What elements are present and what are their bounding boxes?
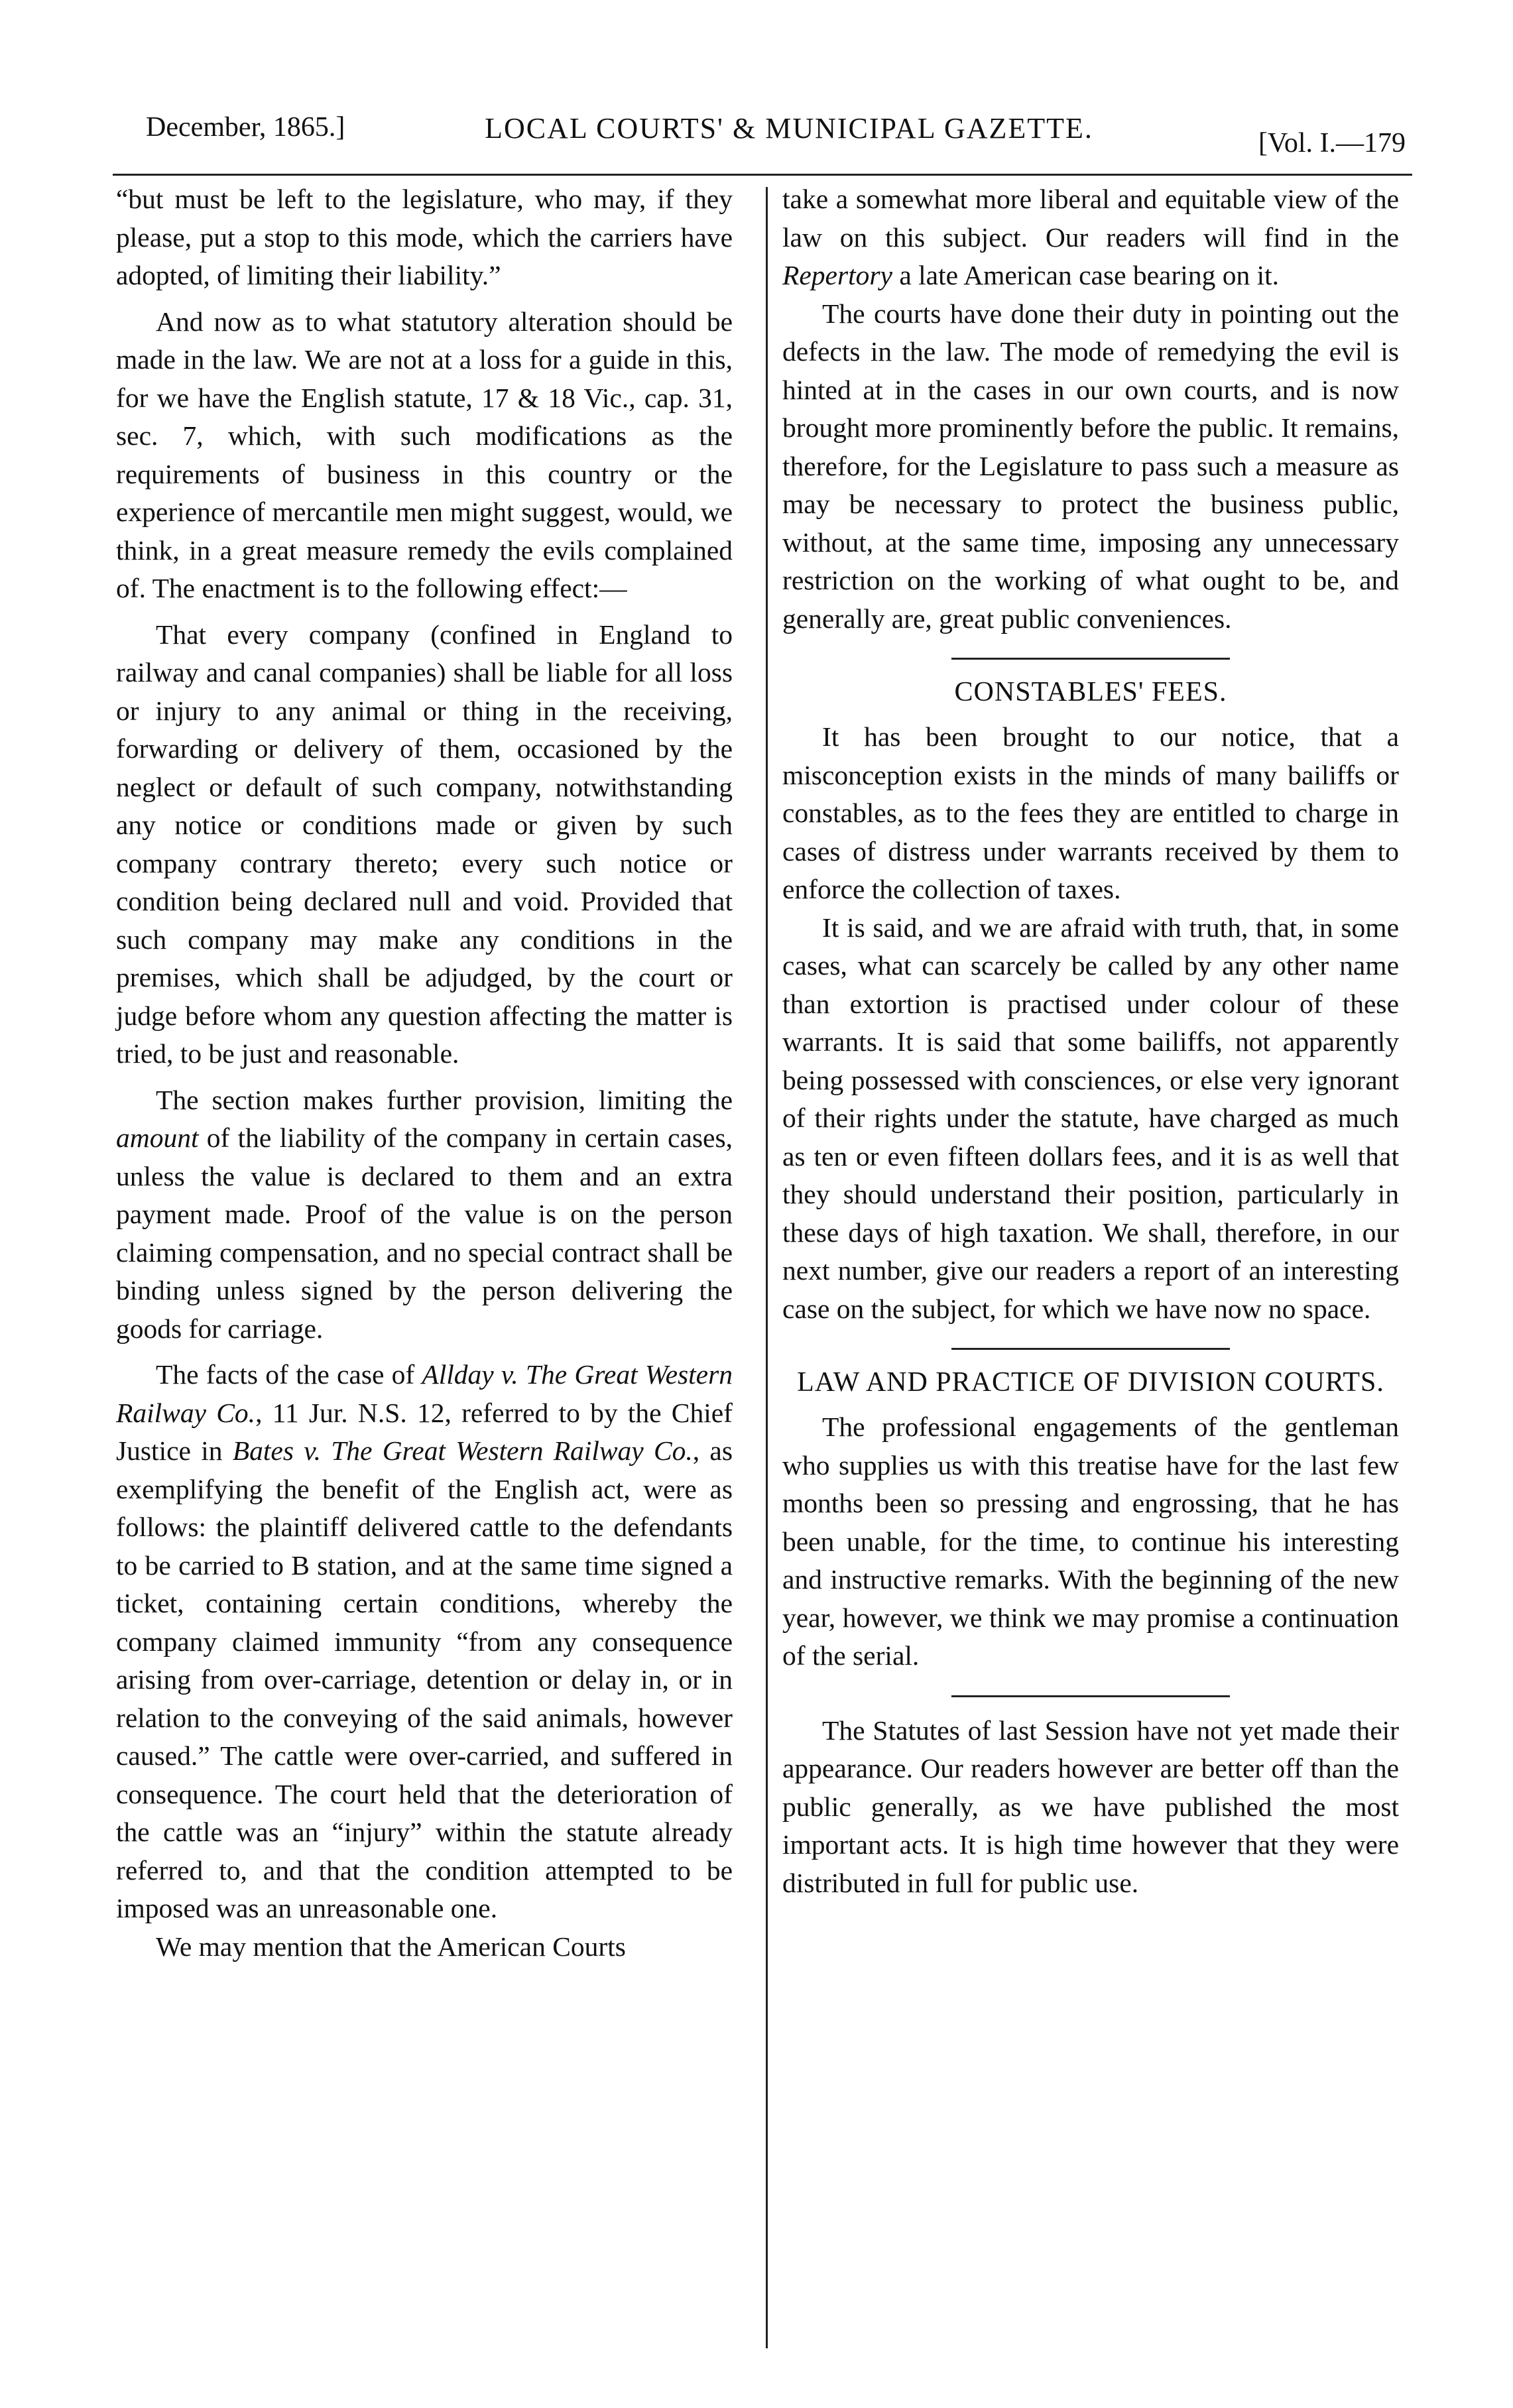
publication-title: LOCAL COURTS' & MUNICIPAL GAZETTE. bbox=[485, 112, 1093, 145]
volume-page-number: [Vol. I.—179 bbox=[1258, 128, 1406, 158]
column-divider bbox=[766, 187, 768, 2348]
paragraph: The professional engagements of the gentleman who supplies us with this treatise have for the last few months been so pressing and engrossing, that he has been unable, for the time, to continue his interesting and instructive remarks. With the beginning of the new year, however, we think we may promise a continuation of the serial. bbox=[782, 1412, 1399, 1671]
paragraph: It has been brought to our notice, that a misconception exists in the minds of many bailiffs or constables, as to the fees they are entitled to charge in cases of distress under warrants received by them to enforce the collection of taxes. bbox=[782, 721, 1399, 904]
statute-quotation: That every company (confined in England to railway and canal companies) shall be liable for all loss or injury to any animal or thing in the receiving, forwarding or delivery of them, occasioned by the neglect or default of such company, notwithstanding any notice or conditions made or given by such company contrary thereto; every such notice or condition being declared null and void. Provided that such company may make any conditions in the premises, which shall be adjudged, by the court or judge before whom any question affecting the matter is tried, to be just and reasonable. bbox=[116, 619, 733, 1069]
section-title-constables-fees: CONSTABLES' FEES. bbox=[954, 677, 1227, 707]
paragraph: And now as to what statutory alteration should be made in the law. We are not at a loss for a guide in this, for we have the English statute, 17 & 18 Vic., cap. 31, sec. 7, which, with such modifications as the requirements of business in this country or the experience of mercantile men might suggest, would, we think, in a great measure remedy the evils complained of. The enactment is to the following effect:— bbox=[116, 306, 733, 603]
paragraph: The courts have done their duty in pointing out the defects in the law. The mode of remedying the evil is hinted at in the cases in our own courts, and is now brought more prominently before the public. It remains, therefore, for the Legislature to pass such a measure as may be necessary to protect the business public, without, at the same time, imposing any unnecessary restriction on the working of what ought to be, and generally are, great public conveniences. bbox=[782, 298, 1399, 634]
paragraph: The section makes further provision, limiting the amount of the liability of the company in certain cases, unless the value is declared to them and an extra payment made. Proof of the value is on the person claiming compensation, and no special contract shall be binding unless signed by the person delivering the goods for carriage. bbox=[116, 1084, 733, 1344]
emphasis: Repertory bbox=[782, 260, 892, 290]
paragraph: It is said, and we are afraid with truth, that, in some cases, what can scarcely be called by any other name than extortion is practised under colour of these warrants. It is said that some bailiffs, not apparently being possessed with consciences, or else very ignorant of their rights under the statute, have charged as much as ten or even fifteen dollars fees, and it is as well that they should understand their position, particularly in these days of high taxation. We shall, therefore, in our next number, give our readers a report of an interesting case on the subject, for which we have now no space. bbox=[782, 912, 1399, 1324]
paragraph: “but must be left to the legislature, who may, if they please, put a stop to this mode, which the carriers have adopted, of limiting their liability.” bbox=[116, 184, 733, 290]
section-title-division-courts: LAW AND PRACTICE OF DIVISION COURTS. bbox=[797, 1367, 1384, 1398]
section-rule bbox=[951, 1695, 1230, 1697]
header-date: December, 1865.] bbox=[146, 112, 345, 143]
emphasis: amount bbox=[116, 1122, 199, 1153]
right-column bbox=[782, 180, 1399, 1902]
paragraph: The facts of the case of Allday v. The Great Western Railway Co., 11 Jur. N.S. 12, referred to by the Chief Justice in Bates v. The Great Western Railway Co., as exemplifying the benefit of the English act, were as follows: the plaintiff delivered cattle to the defendants to be carried to B station, and at the same time signed a ticket, containing certain conditions, whereby the company claimed immunity “from any consequence arising from over-carriage, detention or delay in, or in relation to the conveying of the said animals, however caused.” The cattle were over-carried, and suffered in consequence. The court held that the deterioration of the cattle was an “injury” within the statute already referred to, and that the condition attempted to be imposed was an unreasonable one. bbox=[116, 1359, 733, 1923]
page-header bbox=[133, 99, 1432, 172]
section-rule bbox=[951, 658, 1230, 660]
paragraph: We may mention that the American Courts bbox=[156, 1931, 626, 1962]
paragraph: The Statutes of last Session have not yet made their appearance. Our readers however are better off than the public generally, as we have published the most important acts. It is high time however that they were distributed in full for public use. bbox=[782, 1715, 1399, 1898]
header-rule bbox=[113, 174, 1412, 176]
left-column bbox=[116, 180, 733, 1966]
case-citation: Bates v. The Great Western Railway Co. bbox=[232, 1435, 693, 1466]
section-rule bbox=[951, 1348, 1230, 1350]
case-citation: Allday v. The Great Western Railway Co. bbox=[116, 1359, 733, 1428]
paragraph: take a somewhat more liberal and equitable view of the law on this subject. Our readers will find in the Repertory a late American case bearing on it. bbox=[782, 184, 1399, 290]
